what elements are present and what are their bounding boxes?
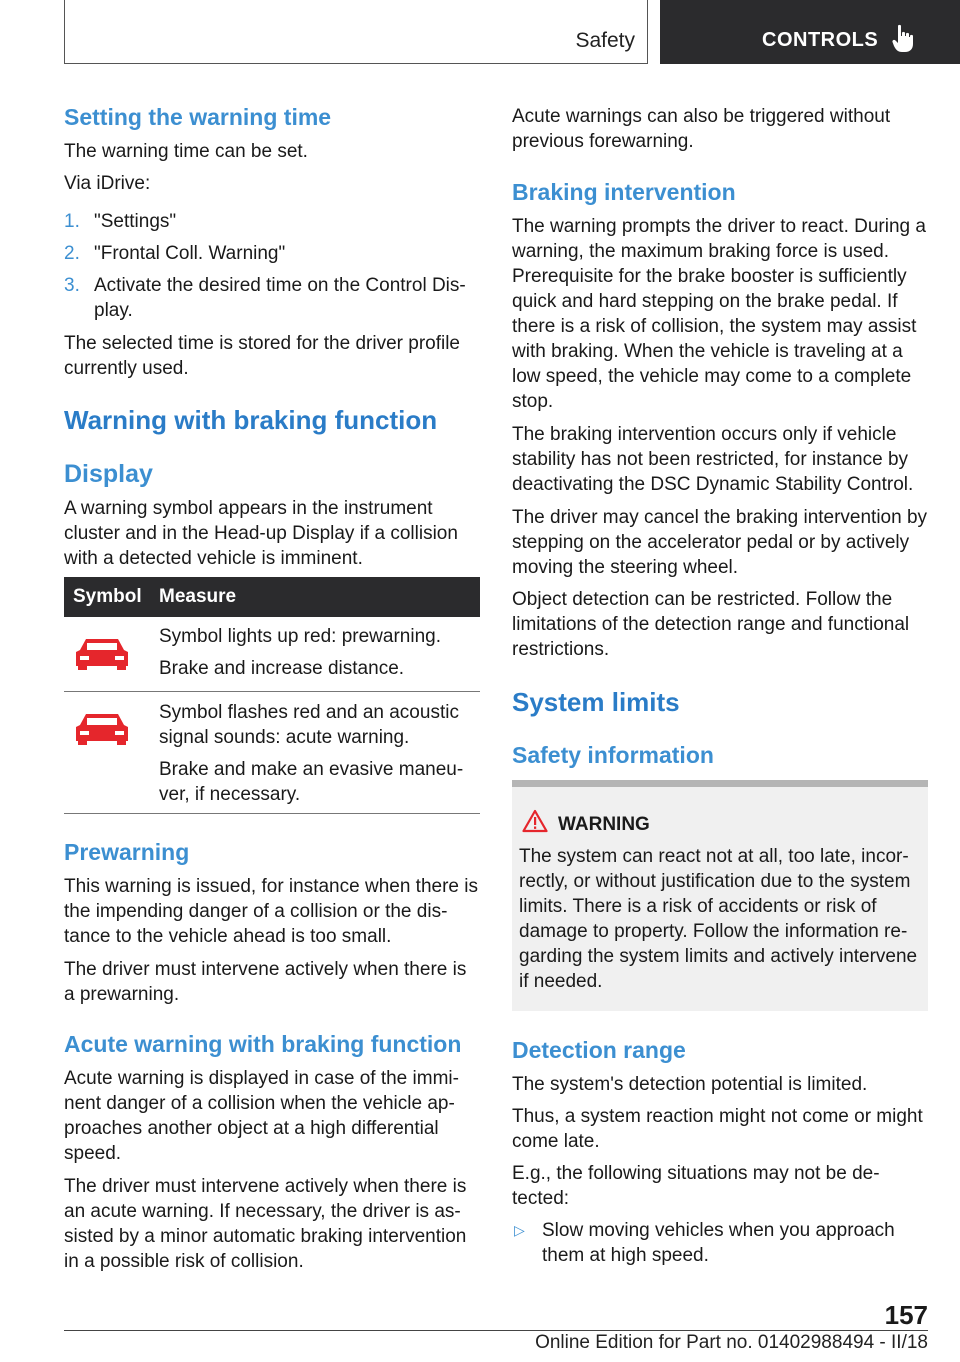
measure-cell bbox=[159, 624, 480, 681]
warning-box bbox=[512, 780, 928, 1011]
paragraph: E.g., the following situations may not be detected: bbox=[512, 1163, 880, 1209]
heading-system-limits: System limits bbox=[512, 687, 680, 717]
paragraph: Thus, a system reaction might not come or might come late. bbox=[512, 1106, 923, 1152]
warning-text: The system can react not at all, too late, incorrectly, or without justification due to the system limits. There is a risk of accidents or risk of damage to property. Follow the information regarding the system limits and actively intervene if needed. bbox=[519, 846, 918, 992]
paragraph: The system's detection potential is limited. bbox=[512, 1074, 868, 1095]
paragraph: The driver must intervene actively when there is a prewarning. bbox=[64, 959, 467, 1005]
paragraph: The warning time can be set. bbox=[64, 141, 308, 162]
list-text: Slow moving vehicles when you approach them at high speed. bbox=[542, 1220, 895, 1266]
paragraph: Object detection can be restricted. Follow the limitations of the detection range and functional restrictions. bbox=[512, 589, 910, 660]
list-text: Activate the desired time on the Control Display. bbox=[94, 275, 466, 321]
footer-divider bbox=[64, 1330, 928, 1331]
pointing-hand-icon bbox=[892, 24, 914, 54]
measure-line: Brake and make an evasive maneuver, if necessary. bbox=[159, 759, 464, 805]
paragraph: A warning symbol appears in the instrument cluster and in the Head-up Display if a collision with a detected vehicle is imminent. bbox=[64, 498, 458, 569]
paragraph: The selected time is stored for the driver profile currently used. bbox=[64, 333, 461, 379]
red-car-icon bbox=[74, 635, 130, 671]
warning-title: WARNING bbox=[558, 814, 650, 835]
heading-warning-braking-function: Warning with braking function bbox=[64, 405, 438, 435]
list-number: 2. bbox=[64, 243, 80, 264]
heading-braking-intervention: Braking intervention bbox=[512, 179, 736, 205]
paragraph: The warning prompts the driver to react. During a warning, the maximum braking force is used. Prerequisite for the brake booster is sufficiently quick and hard stepping on the brake pedal. If there is a risk of collision, the system may assist with braking. When the vehicle is traveling at a low speed, the vehicle may come to a complete stop. bbox=[512, 216, 926, 412]
chapter-label: CONTROLS bbox=[762, 29, 879, 51]
table-row bbox=[64, 617, 480, 692]
warning-triangle-icon bbox=[522, 809, 548, 833]
heading-safety-information: Safety information bbox=[512, 742, 714, 768]
paragraph: Acute warning is displayed in case of the imminent danger of a collision when the vehicle approaches another object at a high differential speed. bbox=[64, 1068, 459, 1164]
table-header bbox=[64, 577, 480, 617]
red-car-icon bbox=[74, 710, 130, 746]
chapter-header-tab bbox=[660, 0, 960, 64]
list-number: 3. bbox=[64, 275, 80, 296]
heading-display: Display bbox=[64, 460, 153, 488]
paragraph: The driver must intervene actively when there is an acute warning. If necessary, the driver is assisted by a minor automatic braking intervention in a possible risk of collision. bbox=[64, 1176, 467, 1272]
heading-detection-range: Detection range bbox=[512, 1037, 686, 1063]
section-header-box bbox=[64, 0, 648, 64]
paragraph: The driver may cancel the braking intervention by stepping on the accelerator pedal or by actively moving the steering wheel. bbox=[512, 507, 928, 578]
section-label: Safety bbox=[575, 29, 635, 52]
heading-setting-warning-time: Setting the warning time bbox=[64, 104, 332, 130]
heading-acute-warning: Acute warning with braking function bbox=[64, 1031, 462, 1057]
table-row bbox=[64, 691, 480, 814]
paragraph: Via iDrive: bbox=[64, 173, 151, 194]
column-header-symbol: Symbol bbox=[73, 586, 142, 607]
column-header-measure: Measure bbox=[159, 586, 237, 607]
paragraph: Acute warnings can also be triggered without previous forewarning. bbox=[512, 106, 891, 152]
measure-line: Brake and increase distance. bbox=[159, 658, 405, 679]
list-number: 1. bbox=[64, 211, 80, 232]
list-text: "Frontal Coll. Warning" bbox=[94, 243, 286, 264]
measure-line: Symbol flashes red and an acoustic signal sounds: acute warning. bbox=[159, 702, 459, 748]
measure-cell bbox=[159, 700, 480, 807]
heading-prewarning: Prewarning bbox=[64, 839, 190, 865]
measure-line: Symbol lights up red: prewarning. bbox=[159, 626, 441, 647]
list-text: "Settings" bbox=[94, 211, 177, 232]
bullet-triangle-icon: ▷ bbox=[514, 1222, 525, 1238]
page-number: 157 bbox=[884, 1300, 928, 1330]
footer-edition: Online Edition for Part no. 01402988494 - II/18 bbox=[535, 1332, 928, 1353]
paragraph: The braking intervention occurs only if vehicle stability has not been restricted, for instance by deactivating the DSC Dynamic Stability Control. bbox=[512, 424, 914, 495]
paragraph: This warning is issued, for instance when there is the impending danger of a collision or the distance to the vehicle ahead is too small. bbox=[64, 876, 478, 947]
